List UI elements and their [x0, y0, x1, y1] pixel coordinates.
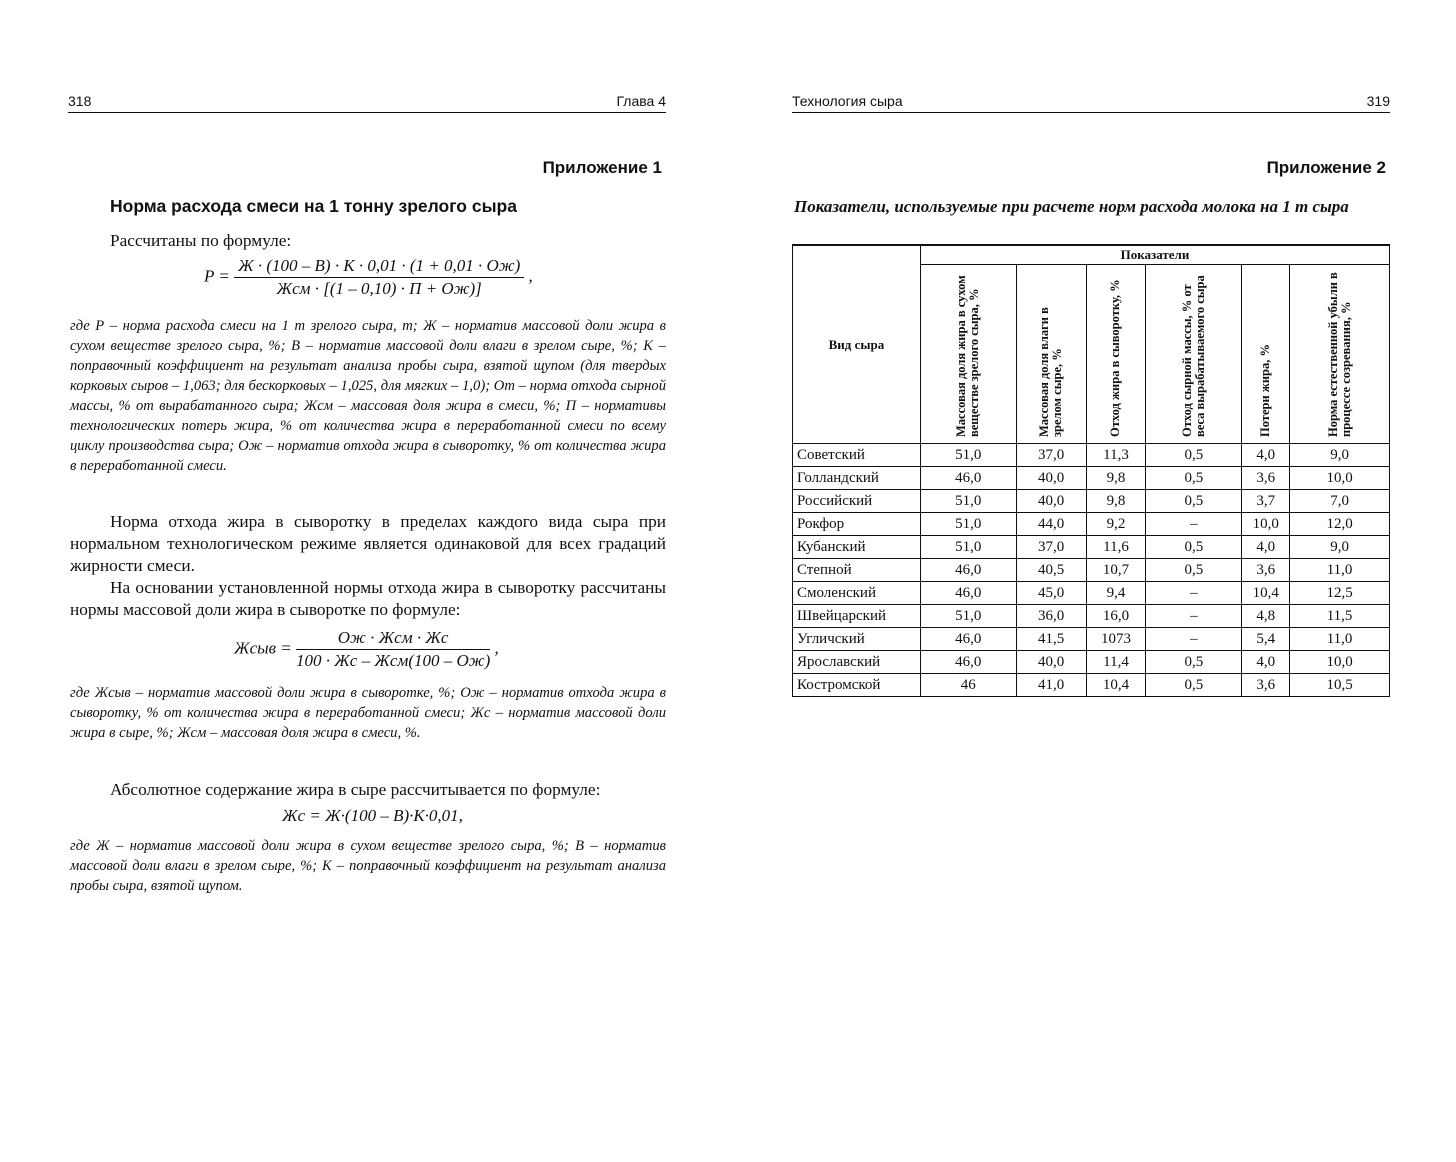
table-row [793, 444, 1390, 467]
col-header: Потери жира, % [1242, 265, 1290, 444]
formula-1-denominator: Жсм · [(1 – 0,10) · П + Oж)] [276, 279, 482, 298]
table-row [793, 513, 1390, 536]
formula-1-legend: где Р – норма расхода смеси на 1 т зрелого сыра, т; Ж – норматив массовой доли жира в сухом веществе зрелого сыра, %; В – норматив массовой доли влаги в зрелом сыре, %; К – поправочный коэффициент на результат анализа пробы сыра, взятой щупом (для твердых корковых сыров – 1,063; для бескорковых – 1,025, для мягких – 1,0); Oт – норма отхода сырной массы, % от вырабатанного сыра; Жсм – массовая доля жира в смеси, %; П – нормативы технологических потерь жира, % от количества жира в переработанной смеси по всему циклу производства сыра; Oж – норматив отхода жира в сыворотку, % от количества жира в переработанной смеси. [70, 318, 666, 474]
table-row [793, 467, 1390, 490]
value-cell: 11,3 [1086, 444, 1146, 467]
value-cell: 9,0 [1290, 536, 1390, 559]
page-number: 318 [68, 93, 92, 109]
value-cell: 40,5 [1016, 559, 1086, 582]
value-cell: 9,2 [1086, 513, 1146, 536]
value-cell: 51,0 [920, 490, 1016, 513]
value-cell: – [1146, 582, 1242, 605]
value-cell: 10,5 [1290, 674, 1390, 697]
running-header [792, 92, 1390, 113]
table-row [793, 651, 1390, 674]
value-cell: 10,7 [1086, 559, 1146, 582]
value-cell: 11,0 [1290, 559, 1390, 582]
value-cell: 0,5 [1146, 651, 1242, 674]
value-cell: 46 [920, 674, 1016, 697]
table-title: Показатели, используемые при расчете норм расхода молока на 1 т сыра [794, 197, 1349, 216]
value-cell: 10,4 [1242, 582, 1290, 605]
value-cell: 37,0 [1016, 536, 1086, 559]
value-cell: 0,5 [1146, 490, 1242, 513]
value-cell: 0,5 [1146, 467, 1242, 490]
value-cell: 4,8 [1242, 605, 1290, 628]
value-cell: 51,0 [920, 444, 1016, 467]
value-cell: – [1146, 513, 1242, 536]
cheese-name-cell: Степной [793, 559, 921, 582]
table-row [793, 490, 1390, 513]
value-cell: 45,0 [1016, 582, 1086, 605]
col-header: Норма естественной убыли в процессе созревания, % [1290, 265, 1390, 444]
value-cell: – [1146, 628, 1242, 651]
value-cell: 10,0 [1290, 467, 1390, 490]
value-cell: 0,5 [1146, 559, 1242, 582]
value-cell: 40,0 [1016, 490, 1086, 513]
value-cell: 3,7 [1242, 490, 1290, 513]
value-cell: 1073 [1086, 628, 1146, 651]
formula-2-denominator: 100 · Жс – Жсм(100 – Oж) [295, 651, 491, 670]
left-page [68, 0, 666, 1162]
cheese-name-cell: Советский [793, 444, 921, 467]
value-cell: 40,0 [1016, 467, 1086, 490]
col-header: Массовая доля жира в сухом веществе зрелого сыра, % [920, 265, 1016, 444]
value-cell: 10,0 [1290, 651, 1390, 674]
formula-1-numerator: Ж · (100 – В) · К · 0,01 · (1 + 0,01 · Oж) [234, 256, 524, 278]
value-cell: 11,4 [1086, 651, 1146, 674]
paragraph-1: Норма отхода жира в сыворотку в пределах каждого вида сыра при нормальном технологическом режиме является одинаковой для всех градаций жирности смеси. [70, 512, 666, 575]
value-cell: 37,0 [1016, 444, 1086, 467]
table-row [793, 559, 1390, 582]
formula-3-legend: где Ж – норматив массовой доли жира в сухом веществе зрелого сыра, %; В – норматив массовой доли влаги в зрелом сыре, %; К – поправочный коэффициент на результат анализа пробы сыра, взятой щупом. [70, 838, 666, 894]
cheese-name-cell: Российский [793, 490, 921, 513]
chapter-title: Глава 4 [616, 93, 666, 109]
value-cell: 7,0 [1290, 490, 1390, 513]
value-cell: 4,0 [1242, 444, 1290, 467]
table-row [793, 628, 1390, 651]
value-cell: 11,0 [1290, 628, 1390, 651]
formula-2-tail: , [494, 638, 499, 658]
formula-2-lhs: Жсыв = [234, 638, 292, 658]
cheese-name-cell: Ярославский [793, 651, 921, 674]
value-cell: 4,0 [1242, 651, 1290, 674]
formula-1 [204, 256, 533, 299]
value-cell: 12,5 [1290, 582, 1390, 605]
value-cell: 4,0 [1242, 536, 1290, 559]
value-cell: 51,0 [920, 513, 1016, 536]
cheese-name-cell: Голландский [793, 467, 921, 490]
paragraph-2: На основании установленной нормы отхода жира в сыворотку рассчитаны нормы массовой доли жира в сыворотке по формуле: [70, 578, 666, 619]
value-cell: 5,4 [1242, 628, 1290, 651]
paragraph-3: Абсолютное содержание жира в сыре рассчитывается по формуле: [110, 780, 601, 799]
formula-1-lhs: P = [204, 266, 230, 286]
value-cell: 0,5 [1146, 674, 1242, 697]
value-cell: 9,4 [1086, 582, 1146, 605]
intro-text: Рассчитаны по формуле: [110, 231, 292, 250]
group-header-indicators: Показатели [920, 245, 1389, 265]
table-row [793, 582, 1390, 605]
page-number: 319 [1366, 93, 1390, 109]
running-title: Технология сыра [792, 93, 903, 109]
cheese-name-cell: Кубанский [793, 536, 921, 559]
value-cell: 9,8 [1086, 467, 1146, 490]
col-header: Отход жира в сыворотку, % [1086, 265, 1146, 444]
value-cell: 41,5 [1016, 628, 1086, 651]
section-title: Норма расхода смеси на 1 тонну зрелого сыра [110, 196, 517, 216]
table-row [793, 605, 1390, 628]
value-cell: 12,0 [1290, 513, 1390, 536]
value-cell: 51,0 [920, 605, 1016, 628]
appendix-label: Приложение 2 [1266, 158, 1386, 177]
value-cell: 9,0 [1290, 444, 1390, 467]
table-row [793, 536, 1390, 559]
value-cell: 16,0 [1086, 605, 1146, 628]
value-cell: 10,0 [1242, 513, 1290, 536]
value-cell: 46,0 [920, 559, 1016, 582]
running-header [68, 92, 666, 113]
value-cell: 0,5 [1146, 444, 1242, 467]
value-cell: 3,6 [1242, 467, 1290, 490]
formula-1-tail: , [528, 266, 533, 286]
col-header: Массовая доля влаги в зрелом сыре, % [1016, 265, 1086, 444]
formula-2 [234, 628, 499, 671]
col-header: Отход сырной массы, % от веса вырабатываемого сыра [1146, 265, 1242, 444]
value-cell: 46,0 [920, 467, 1016, 490]
value-cell: 11,5 [1290, 605, 1390, 628]
cheese-name-cell: Швейцарский [793, 605, 921, 628]
right-page [792, 0, 1390, 1162]
formula-3: Жс = Ж·(100 – В)·К·0,01, [282, 806, 463, 825]
value-cell: 46,0 [920, 651, 1016, 674]
value-cell: 3,6 [1242, 674, 1290, 697]
value-cell: 40,0 [1016, 651, 1086, 674]
value-cell: – [1146, 605, 1242, 628]
value-cell: 0,5 [1146, 536, 1242, 559]
cheese-name-cell: Угличский [793, 628, 921, 651]
value-cell: 41,0 [1016, 674, 1086, 697]
cheese-name-cell: Смоленский [793, 582, 921, 605]
value-cell: 9,8 [1086, 490, 1146, 513]
value-cell: 51,0 [920, 536, 1016, 559]
value-cell: 46,0 [920, 628, 1016, 651]
value-cell: 46,0 [920, 582, 1016, 605]
cheese-name-cell: Костромской [793, 674, 921, 697]
value-cell: 11,6 [1086, 536, 1146, 559]
cheese-name-cell: Рокфор [793, 513, 921, 536]
value-cell: 44,0 [1016, 513, 1086, 536]
table-row [793, 674, 1390, 697]
appendix-label: Приложение 1 [542, 158, 662, 177]
col-header-cheese-type: Вид сыра [793, 245, 921, 444]
formula-2-numerator: Oж · Жсм · Жс [296, 628, 490, 650]
indicators-table [792, 244, 1390, 697]
formula-2-legend: где Жсыв – норматив массовой доли жира в сыворотке, %; Oж – норматив отхода жира в сыворотку, % от количества жира в переработанной смеси; Жс – норматив массовой доли жира в сыре, %; Жсм – массовая доля жира в смеси, %. [70, 685, 666, 741]
value-cell: 36,0 [1016, 605, 1086, 628]
value-cell: 3,6 [1242, 559, 1290, 582]
value-cell: 10,4 [1086, 674, 1146, 697]
